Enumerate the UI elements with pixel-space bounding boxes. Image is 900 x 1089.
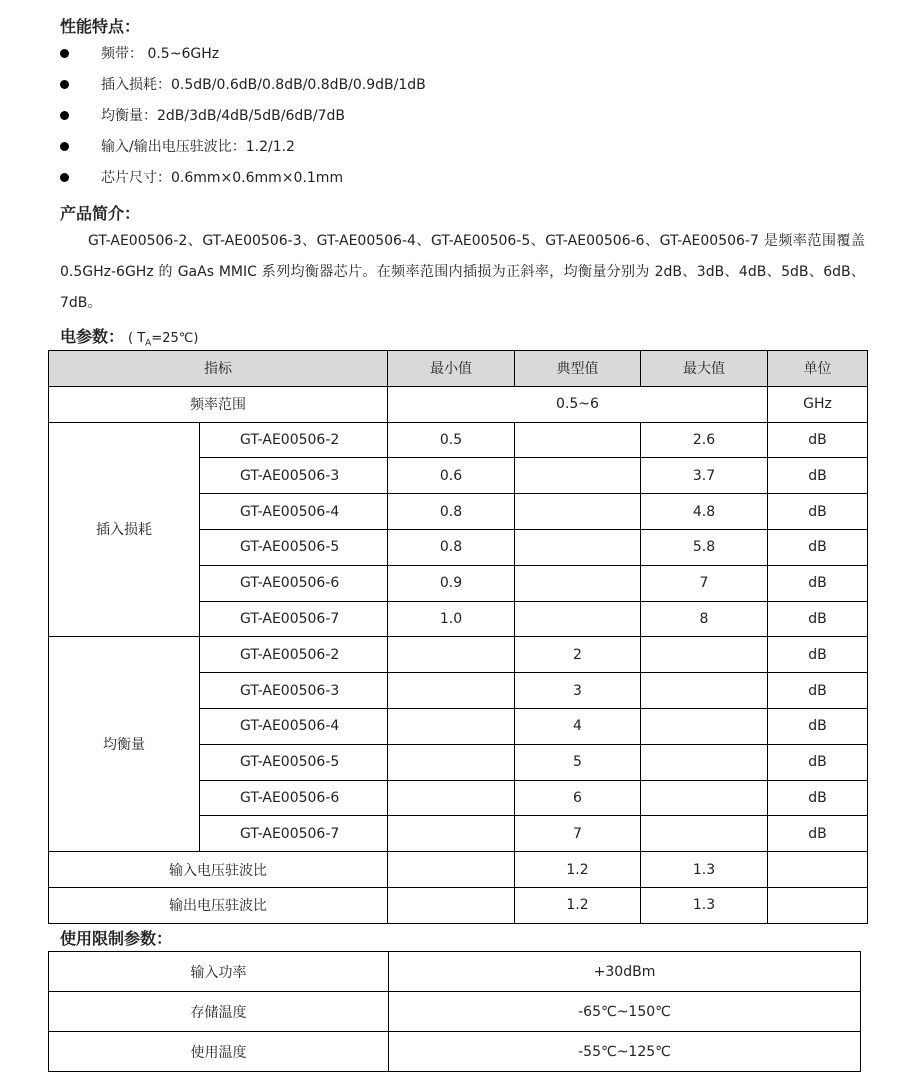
unit-cell	[768, 852, 868, 888]
param-label: 输出电压驻波比	[49, 887, 388, 923]
electrical-heading	[60, 324, 198, 349]
part-number: GT-AE00506-3	[200, 458, 388, 494]
max-cell: 1.3	[641, 852, 768, 888]
bullet-dot-icon	[60, 111, 69, 120]
limit-label: 使用温度	[49, 1032, 389, 1072]
table-row	[49, 952, 861, 992]
table-header-row	[49, 351, 868, 387]
min-cell: 0.6	[388, 458, 515, 494]
limit-value: -55℃~125℃	[389, 1032, 861, 1072]
test-condition: ( $T_A=25℃$)	[128, 331, 199, 349]
max-cell: 3.7	[641, 458, 768, 494]
param-label: 输入电压驻波比	[49, 852, 388, 888]
max-cell: 5.8	[641, 529, 768, 565]
unit-cell: dB	[768, 601, 868, 637]
header-cell: 指标	[49, 351, 388, 387]
min-cell	[388, 708, 515, 744]
header-cell: 最小值	[388, 351, 515, 387]
unit-cell: dB	[768, 816, 868, 852]
limit-label: 输入功率	[49, 952, 389, 992]
typ-cell	[515, 529, 641, 565]
unit-cell: dB	[768, 708, 868, 744]
typ-cell	[515, 494, 641, 530]
part-number: GT-AE00506-5	[200, 744, 388, 780]
unit-cell: dB	[768, 637, 868, 673]
min-cell: 0.9	[388, 565, 515, 601]
min-cell: 0.8	[388, 529, 515, 565]
part-number: GT-AE00506-4	[200, 708, 388, 744]
param-label: 插入损耗	[49, 422, 200, 637]
min-cell: 0.5	[388, 422, 515, 458]
bullet-dot-icon	[60, 80, 69, 89]
max-cell	[641, 780, 768, 816]
bullet-dot-icon	[60, 49, 69, 58]
min-cell	[388, 637, 515, 673]
typ-cell: 4	[515, 708, 641, 744]
table-row	[49, 422, 868, 458]
max-cell	[641, 708, 768, 744]
limit-value: -65℃~150℃	[389, 992, 861, 1032]
part-number: GT-AE00506-7	[200, 601, 388, 637]
unit-cell: dB	[768, 529, 868, 565]
min-cell: 0.8	[388, 494, 515, 530]
typ-cell	[515, 458, 641, 494]
unit-cell: dB	[768, 458, 868, 494]
max-cell: 4.8	[641, 494, 768, 530]
limit-value: +30dBm	[389, 952, 861, 992]
min-cell	[388, 816, 515, 852]
unit-cell: dB	[768, 565, 868, 601]
datasheet-page: 性能特点： 频带： 0.5~6GHz 插入损耗：0.5dB/0.6dB/0.8dB/0.8dB/0.9dB/1dB 均衡量：2dB/3dB/4dB/5dB/6dB/7dB 输入/输出电压驻波比：1.2/1.2 芯片尺寸：0.6mm×0.6mm×0.1mm 产品简介： GT-AE00506-2、GT-AE00506-3、GT-AE00506-4、GT-AE00506-5、GT-AE00506-6、GT-AE00506-7 是频率范围覆盖 0.5GHz-6GHz 的 GaAs MMIC 系列均衡器芯片。在频率范围内插损为正斜率，均衡量分别为 2dB、3dB、4dB、5dB、6dB、7dB。 电参数： ( $T_A=25℃$) 指标 最小值 典型值 最大值 单位 频率范围 0.5~6 GHz 插入损耗 GT-AE00506-2 0.5 2.6 dB GT-AE00506-3 0.6 3.7 dB GT-AE00506-4 0.8 4.8 dB GT-AE00506-5 0.8 5.8 dB GT-AE00506-6 0.9 7 dB GT-AE00506-7 1.0 8 dB 均衡量 GT-AE00506-2 2 dB GT-AE00506-3 3 dB GT-AE00506-4 4 dB GT-AE00506-5 5 dB GT-AE00506-6 6 dB GT-AE00506-7 7 dB 输入电压驻波比 1.2 1.3 输出电压驻波比 1.2 1.3 使用限制参数： 输入功率 +30dBm 存储温度 -65℃~150℃ 使用温度 -55℃~125℃	[0, 0, 900, 1089]
unit-cell	[768, 887, 868, 923]
limits-heading: 使用限制参数：	[60, 929, 173, 948]
electrical-title: 电参数：	[60, 327, 125, 346]
bullet-dot-icon	[60, 173, 69, 182]
typ-cell: 6	[515, 780, 641, 816]
bullet-dot-icon	[60, 142, 69, 151]
part-number: GT-AE00506-6	[200, 780, 388, 816]
typ-cell: 1.2	[515, 852, 641, 888]
max-cell	[641, 637, 768, 673]
part-number: GT-AE00506-3	[200, 673, 388, 709]
limit-label: 存储温度	[49, 992, 389, 1032]
min-cell	[388, 780, 515, 816]
typ-cell: 1.2	[515, 887, 641, 923]
unit-cell: GHz	[768, 386, 868, 422]
max-cell: 7	[641, 565, 768, 601]
min-cell: 1.0	[388, 601, 515, 637]
unit-cell: dB	[768, 780, 868, 816]
min-cell	[388, 852, 515, 888]
param-label: 均衡量	[49, 637, 200, 852]
part-number: GT-AE00506-4	[200, 494, 388, 530]
min-cell	[388, 744, 515, 780]
typ-cell: 5	[515, 744, 641, 780]
header-cell: 单位	[768, 351, 868, 387]
part-number: GT-AE00506-2	[200, 422, 388, 458]
table-row	[49, 852, 868, 888]
typ-cell: 2	[515, 637, 641, 673]
table-row	[49, 637, 868, 673]
unit-cell: dB	[768, 673, 868, 709]
unit-cell: dB	[768, 422, 868, 458]
header-cell: 典型值	[515, 351, 641, 387]
typ-cell	[515, 565, 641, 601]
min-cell	[388, 887, 515, 923]
intro-heading: 产品简介：	[60, 204, 141, 223]
typ-cell: 3	[515, 673, 641, 709]
max-cell: 1.3	[641, 887, 768, 923]
freq-value: 0.5~6	[388, 386, 768, 422]
max-cell: 2.6	[641, 422, 768, 458]
header-cell: 最大值	[641, 351, 768, 387]
table-row	[49, 887, 868, 923]
part-number: GT-AE00506-7	[200, 816, 388, 852]
max-cell	[641, 744, 768, 780]
max-cell	[641, 673, 768, 709]
max-cell	[641, 816, 768, 852]
min-cell	[388, 673, 515, 709]
typ-cell	[515, 422, 641, 458]
typ-cell	[515, 601, 641, 637]
electrical-params-table	[48, 350, 868, 924]
features-heading: 性能特点：	[60, 17, 141, 36]
part-number: GT-AE00506-5	[200, 529, 388, 565]
unit-cell: dB	[768, 494, 868, 530]
max-cell: 8	[641, 601, 768, 637]
part-number: GT-AE00506-6	[200, 565, 388, 601]
table-row	[49, 1032, 861, 1072]
intro-paragraph: GT-AE00506-2、GT-AE00506-3、GT-AE00506-4、GT-AE00506-5、GT-AE00506-6、GT-AE00506-7 是频率范围覆盖 0.5GHz-6GHz 的 GaAs MMIC 系列均衡器芯片。在频率范围内插损为正斜率，均衡量分别为 2dB、3dB、4dB、5dB、6dB、7dB。	[60, 233, 865, 311]
table-row	[49, 386, 868, 422]
typ-cell: 7	[515, 816, 641, 852]
limits-table	[48, 951, 861, 1072]
param-label: 频率范围	[49, 386, 388, 422]
table-row	[49, 992, 861, 1032]
part-number: GT-AE00506-2	[200, 637, 388, 673]
unit-cell: dB	[768, 744, 868, 780]
